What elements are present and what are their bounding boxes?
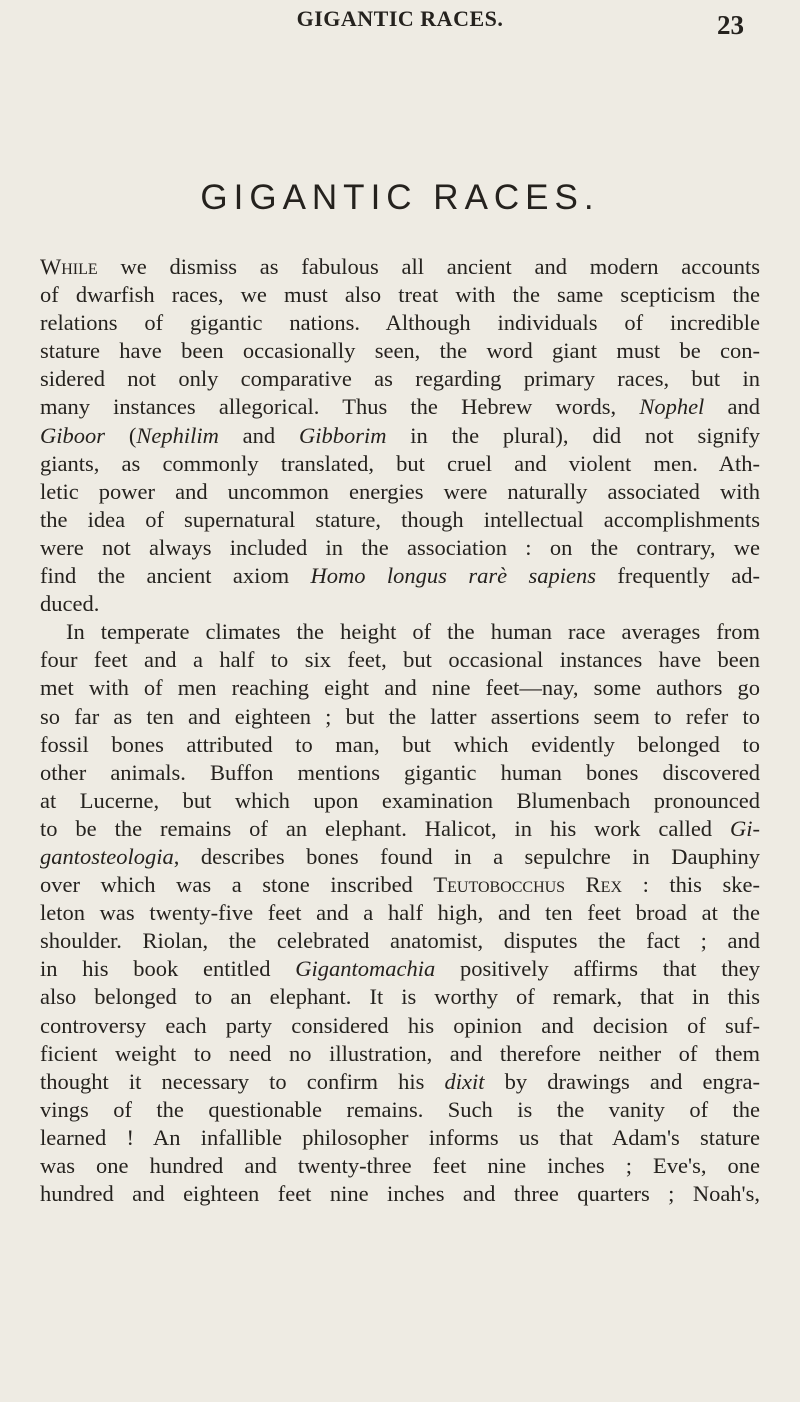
text-line: In temperate climates the height of the human race averages from bbox=[66, 619, 760, 645]
text-line: find the ancient axiom Homo longus rarè sapiens frequently ad- bbox=[40, 563, 760, 589]
running-header bbox=[0, 6, 800, 46]
text-line: were not always included in the association : on the contrary, we bbox=[40, 534, 760, 560]
text-line: at Lucerne, but which upon examination Blumenbach pronounced bbox=[40, 787, 760, 813]
text-line: to be the remains of an elephant. Halicot, in his work called Gi- bbox=[40, 815, 760, 841]
text-line: many instances allegorical. Thus the Hebrew words, Nophel and bbox=[40, 394, 760, 420]
text-line: While we dismiss as fabulous all ancient and modern accounts bbox=[40, 254, 760, 279]
text-line: leton was twenty-five feet and a half high, and ten feet broad at the bbox=[40, 900, 760, 926]
text-line: other animals. Buffon mentions gigantic human bones discovered bbox=[40, 759, 760, 785]
text-line: over which was a stone inscribed Teutobocchus Rex : this ske- bbox=[40, 872, 760, 898]
paragraph bbox=[40, 618, 760, 1208]
text-line: met with of men reaching eight and nine feet—nay, some authors go bbox=[40, 675, 760, 701]
text-line: four feet and a half to six feet, but occasional instances have been bbox=[40, 647, 760, 673]
text-line: duced. bbox=[40, 591, 100, 617]
text-line: relations of gigantic nations. Although individuals of incredible bbox=[40, 310, 760, 336]
text-line: gantosteologia, describes bones found in a sepulchre in Dauphiny bbox=[40, 843, 760, 869]
text-line: shoulder. Riolan, the celebrated anatomist, disputes the fact ; and bbox=[40, 928, 760, 954]
text-line: sidered not only comparative as regarding primary races, but in bbox=[40, 366, 760, 392]
text-line: hundred and eighteen feet nine inches and three quarters ; Noah's, bbox=[40, 1181, 760, 1207]
text-line: so far as ten and eighteen ; but the latter assertions seem to refer to bbox=[40, 703, 760, 729]
text-line: letic power and uncommon energies were naturally associated with bbox=[40, 478, 760, 504]
chapter-title: GIGANTIC RACES. bbox=[200, 178, 600, 217]
text-line: of dwarfish races, we must also treat with the same scepticism the bbox=[40, 282, 760, 308]
text-line: controversy each party considered his opinion and decision of suf- bbox=[40, 1012, 760, 1038]
text-line: was one hundred and twenty-three feet nine inches ; Eve's, one bbox=[40, 1153, 760, 1178]
text-line: fossil bones attributed to man, but which evidently belonged to bbox=[40, 731, 760, 757]
body-text bbox=[40, 253, 760, 1208]
text-line: also belonged to an elephant. It is worthy of remark, that in this bbox=[40, 984, 760, 1010]
text-line: vings of the questionable remains. Such is the vanity of the bbox=[40, 1096, 760, 1122]
text-line: Giboor (Nephilim and Gibborim in the plural), did not signify bbox=[40, 422, 760, 448]
text-line: learned ! An infallible philosopher informs us that Adam's stature bbox=[40, 1124, 760, 1150]
paragraph bbox=[40, 253, 760, 618]
text-line: in his book entitled Gigantomachia positively affirms that they bbox=[40, 956, 760, 982]
text-line: the idea of supernatural stature, though intellectual accomplishments bbox=[40, 506, 760, 532]
text-line: giants, as commonly translated, but cruel and violent men. Ath- bbox=[40, 450, 760, 476]
running-title: GIGANTIC RACES. bbox=[296, 6, 504, 31]
text-line: ficient weight to need no illustration, and therefore neither of them bbox=[40, 1040, 760, 1066]
text-line: thought it necessary to confirm his dixit by drawings and engra- bbox=[40, 1068, 760, 1094]
text-line: stature have been occasionally seen, the word giant must be con- bbox=[40, 338, 760, 364]
page-number: 23 bbox=[717, 10, 744, 40]
